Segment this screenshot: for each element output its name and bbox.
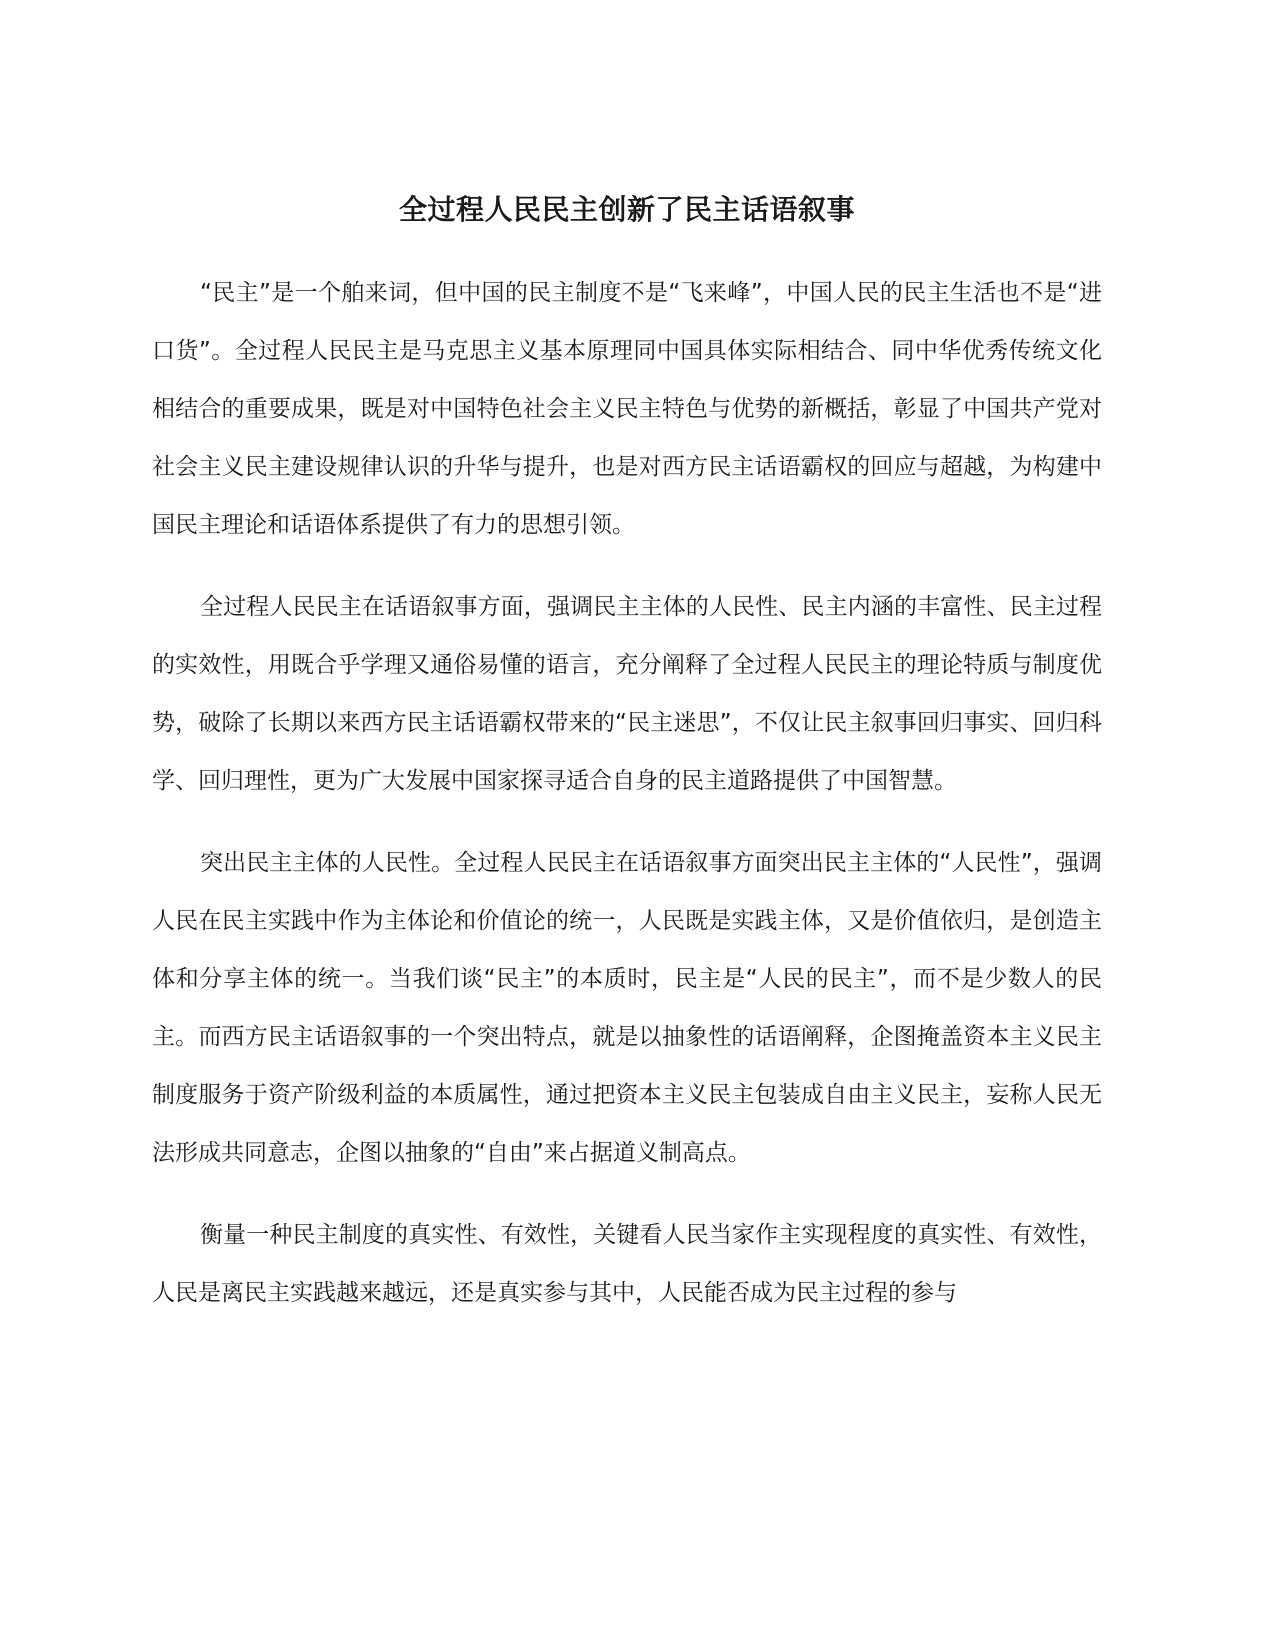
paragraph-3: 突出民主主体的人民性。全过程人民民主在话语叙事方面突出民主主体的“人民性”，强调人民在民主实践中作为主体论和价值论的统一，人民既是实践主体，又是价值依归，是创造主体和分享主体的统一。当我们谈“民主”的本质时，民主是“人民的民主”，而不是少数人的民主。而西方民主话语叙事的一个突出特点，就是以抽象性的话语阐释，企图掩盖资本主义民主制度服务于资产阶级利益的本质属性，通过把资本主义民主包装成自由主义民主，妄称人民无法形成共同意志，企图以抽象的“自由”来占据道义制高点。 — [152, 850, 1102, 1166]
document-body — [152, 264, 1102, 1346]
document-page — [152, 0, 1102, 1650]
document-title: 全过程人民民主创新了民主话语叙事 — [398, 193, 855, 226]
paragraph-1: “民主”是一个舶来词，但中国的民主制度不是“飞来峰”，中国人民的民主生活也不是“进口货”。全过程人民民主是马克思主义基本原理同中国具体实际相结合、同中华优秀传统文化相结合的重要成果，既是对中国特色社会主义民主特色与优势的新概括，彰显了中国共产党对社会主义民主建设规律认识的升华与提升，也是对西方民主话语霸权的回应与超越，为构建中国民主理论和话语体系提供了有力的思想引领。 — [152, 280, 1102, 538]
paragraph-2: 全过程人民民主在话语叙事方面，强调民主主体的人民性、民主内涵的丰富性、民主过程的实效性，用既合乎学理又通俗易懂的语言，充分阐释了全过程人民民主的理论特质与制度优势，破除了长期以来西方民主话语霸权带来的“民主迷思”，不仅让民主叙事回归事实、回归科学、回归理性，更为广大发展中国家探寻适合自身的民主道路提供了中国智慧。 — [152, 594, 1102, 794]
paragraph-4: 衡量一种民主制度的真实性、有效性，关键看人民当家作主实现程度的真实性、有效性，人民是离民主实践越来越远，还是真实参与其中，人民能否成为民主过程的参与 — [152, 1222, 1102, 1306]
